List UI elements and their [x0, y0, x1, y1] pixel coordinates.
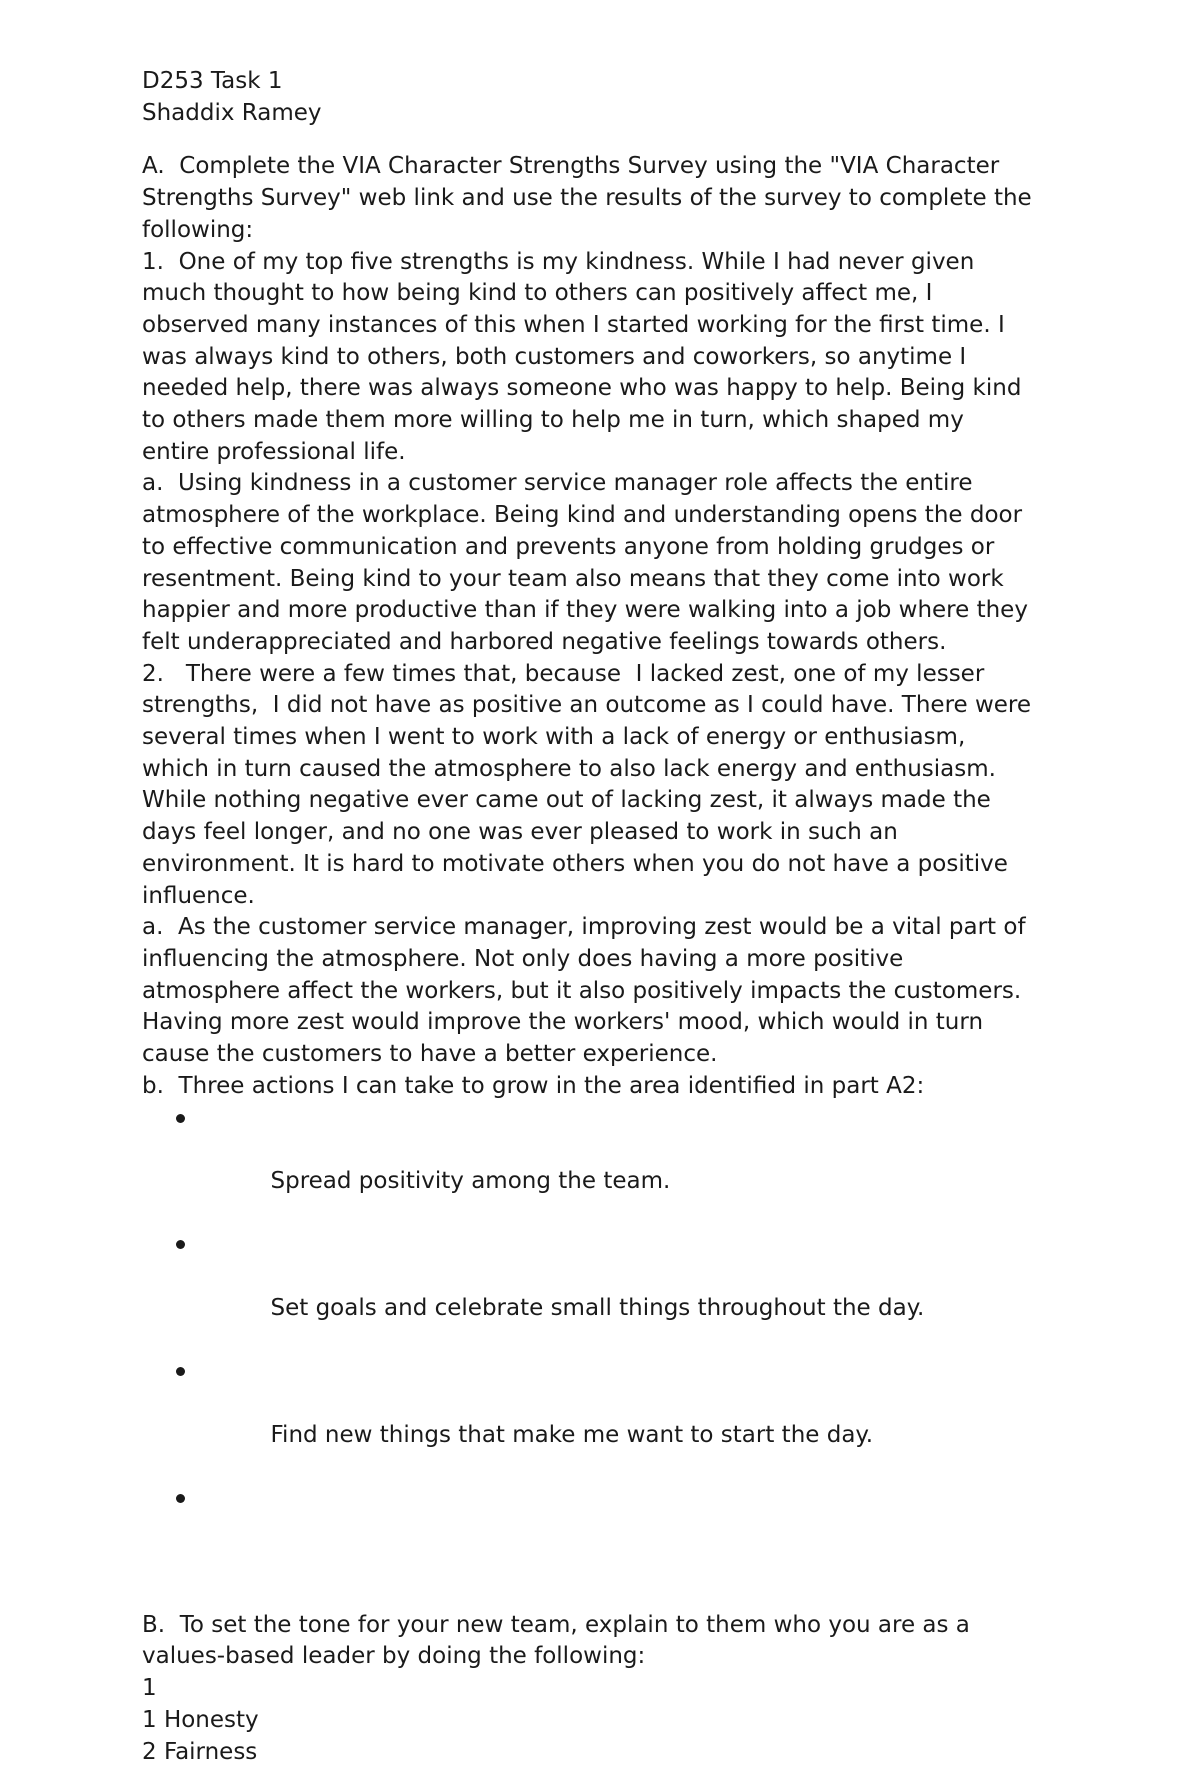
text-line: A. Complete the VIA Character Strengths Survey using the "VIA Character: [142, 153, 1000, 180]
section-a-prompt: [142, 151, 1082, 246]
values-list: [142, 1673, 1082, 1768]
text-line: a. As the customer service manager, improving zest would be a vital part of: [142, 914, 1026, 941]
text-line: to effective communication and prevents anyone from holding grudges or: [142, 533, 995, 560]
text-line: atmosphere of the workplace. Being kind and understanding opens the door: [142, 502, 1023, 529]
bullet-item: [142, 1103, 1082, 1230]
text-line: happier and more productive than if they were walking into a job where they: [142, 597, 1028, 624]
bullet-text: Find new things that make me want to start the day.: [270, 1421, 874, 1448]
text-line: 1. One of my top five strengths is my kindness. While I had never given: [142, 248, 975, 275]
document-page: [142, 66, 1082, 1768]
text-line: was always kind to others, both customers and coworkers, so anytime I: [142, 343, 967, 370]
bullet-item: [142, 1483, 1082, 1610]
text-line: While nothing negative ever came out of lacking zest, it always made the: [142, 787, 991, 814]
text-line: Strengths Survey" web link and use the results of the survey to complete the: [142, 185, 1032, 212]
value-item: 2 Fairness: [142, 1738, 258, 1765]
bullet-icon: [176, 1114, 185, 1123]
spacer: [142, 129, 1082, 151]
text-line: following:: [142, 216, 254, 243]
text-line: cause the customers to have a better experience.: [142, 1041, 718, 1068]
bullet-icon: [176, 1367, 185, 1376]
text-line: strengths, I did not have as positive an outcome as I could have. There were: [142, 692, 1032, 719]
bullet-icon: [176, 1240, 185, 1249]
bullet-item: [142, 1356, 1082, 1483]
item-2-paragraph: [142, 659, 1082, 913]
text-line: 2. There were a few times that, because I lacked zest, one of my lesser: [142, 660, 985, 687]
text-line: observed many instances of this when I started working for the first time. I: [142, 311, 1005, 338]
text-line: influencing the atmosphere. Not only does having a more positive: [142, 945, 904, 972]
text-line: values-based leader by doing the following:: [142, 1643, 646, 1670]
text-line: environment. It is hard to motivate others when you do not have a positive: [142, 850, 1008, 877]
text-line: B. To set the tone for your new team, explain to them who you are as a: [142, 1611, 970, 1638]
bullet-text: Set goals and celebrate small things throughout the day.: [270, 1294, 925, 1321]
value-item: 1: [142, 1675, 157, 1702]
text-line: to others made them more willing to help me in turn, which shaped my: [142, 407, 964, 434]
document-title: D253 Task 1: [142, 68, 283, 94]
text-line: resentment. Being kind to your team also means that they come into work: [142, 565, 1004, 592]
text-line: several times when I went to work with a lack of energy or enthusiasm,: [142, 724, 966, 751]
action-bullet-list: [142, 1103, 1082, 1610]
text-line: Having more zest would improve the workers' mood, which would in turn: [142, 1009, 984, 1036]
author-name: Shaddix Ramey: [142, 99, 322, 126]
text-line: a. Using kindness in a customer service manager role affects the entire: [142, 470, 973, 497]
value-item: 1 Honesty: [142, 1706, 259, 1733]
text-line: needed help, there was always someone who was happy to help. Being kind: [142, 375, 1022, 402]
item-1a-paragraph: [142, 468, 1082, 658]
text-line: influence.: [142, 882, 255, 909]
bullet-icon: [176, 1494, 185, 1503]
text-line: which in turn caused the atmosphere to also lack energy and enthusiasm.: [142, 755, 996, 782]
item-1-paragraph: [142, 247, 1082, 469]
item-2a-paragraph: [142, 912, 1082, 1071]
text-line: entire professional life.: [142, 438, 406, 465]
item-2b-intro: b. Three actions I can take to grow in the area identified in part A2:: [142, 1072, 925, 1099]
text-line: much thought to how being kind to others can positively affect me, I: [142, 280, 933, 307]
section-b-prompt: [142, 1610, 1082, 1673]
bullet-text: Spread positivity among the team.: [270, 1167, 671, 1194]
text-line: days feel longer, and no one was ever pleased to work in such an: [142, 819, 898, 846]
item-2b-section: [142, 1071, 1082, 1610]
text-line: felt underappreciated and harbored negative feelings towards others.: [142, 628, 947, 655]
bullet-item: [142, 1229, 1082, 1356]
text-line: atmosphere affect the workers, but it also positively impacts the customers.: [142, 977, 1022, 1004]
